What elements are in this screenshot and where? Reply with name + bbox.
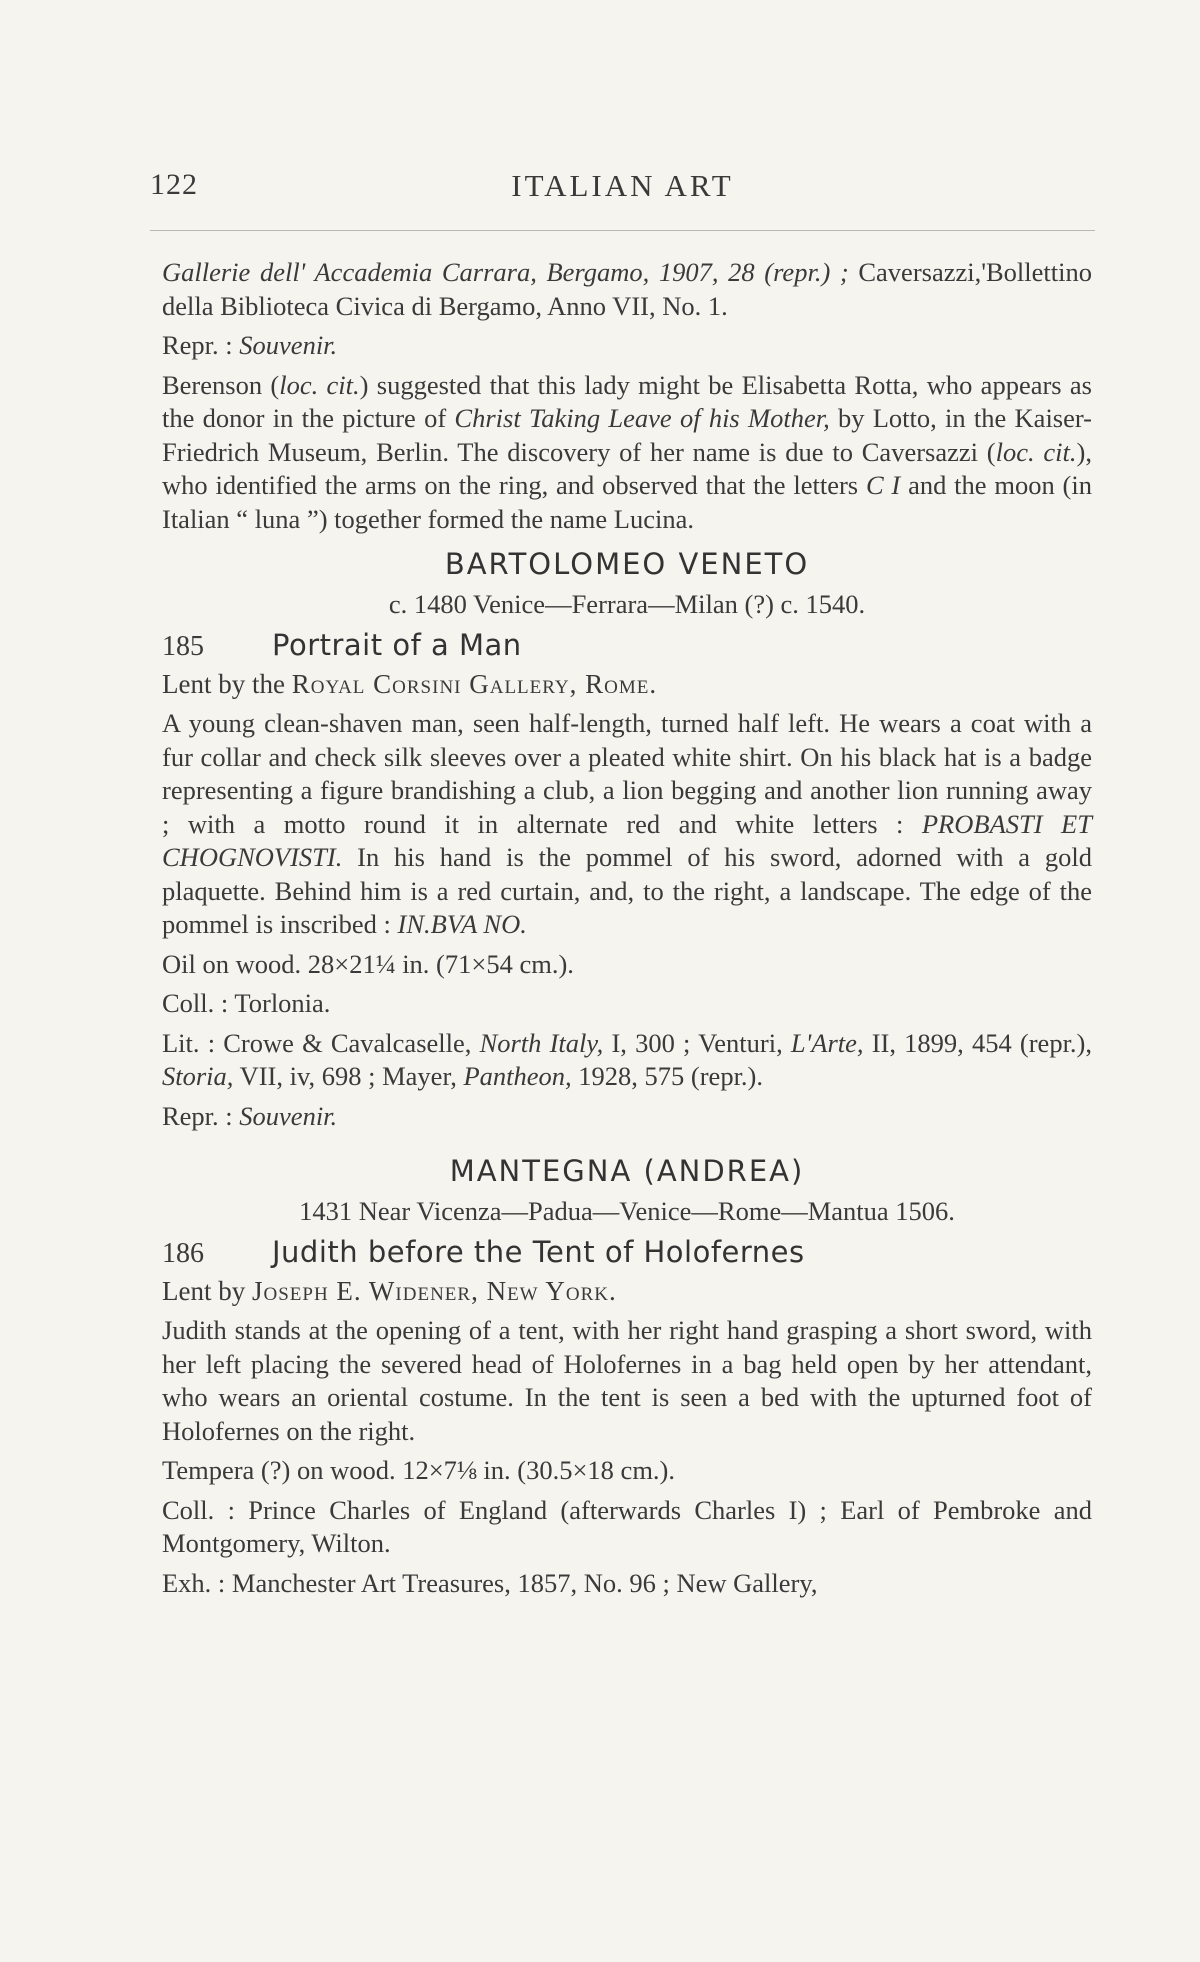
continuation-lit-line2: Caversazzi,'Bollettino della Biblioteca Civica di Bergamo, Anno VII, No. 1. [162,257,1093,321]
lit-title: North Italy, [479,1027,604,1058]
entry-exhibition: Exh. : Manchester Art Treasures, 1857, No. 96 ; New Gallery, [162,1567,818,1598]
note-text: Berenson ( [162,369,280,400]
lit-title: Pantheon, [463,1061,572,1091]
pommel-inscription: IN.BVA NO. [397,909,527,939]
continuation-literature [162,256,1092,323]
entry-number: 186 [162,1238,204,1269]
lit-text: II, 1899, 454 (repr.), [863,1027,1093,1058]
lender-name: Joseph E. Widener, New York. [251,1275,617,1306]
description-text: A young clean-shaven man, seen half-length, turned half left. He wears a coat with a fur collar and check silk sleeves over a pleated white shirt. On his black hat is a badge representing a figure brandishing a club, a lion begging and another lion running away ; with a motto round it in alternate red and white letters : [162,708,1092,839]
lender-line [162,1275,1092,1309]
entry-repr [162,1100,1092,1134]
artist-dates: c. 1480 Venice—Ferrara—Milan (?) c. 1540. [388,588,866,619]
note-citation: loc. cit. [995,436,1077,467]
entry-heading [162,1236,1092,1271]
artist-dates: 1431 Near Vicenza—Padua—Venice—Rome—Mantua 1506. [299,1195,955,1226]
page-body [162,256,1092,1606]
entry-title: Judith before the Tent of Holofernes [272,1235,805,1269]
entry-description [162,707,1092,942]
note-text: and the moon (in Italian “ luna ”) together formed the name Lucina. [162,470,1092,534]
note-text: ), who identified the arms on the ring, and observed that the letters [162,436,1092,500]
lit-text: 1928, 575 (repr.). [571,1061,764,1091]
header-rule [150,230,1095,231]
artist-heading: BARTOLOMEO VENETO [444,547,810,581]
lit-text: Lit. : Crowe & Cavalcaselle, [162,1027,480,1058]
page-number: 122 [150,168,198,201]
repr-value: Souvenir. [239,1100,338,1131]
description-text: In his hand is the pommel of his sword, adorned with a gold plaquette. Behind him is a red curtain, and, to the right, a landscape. The edge of the pommel is inscribed : [162,842,1092,939]
note-work-title: Christ Taking Leave of his Mother, [454,403,830,433]
entry-medium: Tempera (?) on wood. 12×7⅛ in. (30.5×18 cm.). [162,1455,676,1485]
note-text: by Lotto, in the Kaiser-Friedrich Museum, Berlin. The discovery of her name is due to Caversazzi ( [162,403,1092,467]
entry-title: Portrait of a Man [272,628,522,662]
lit-title: Storia, [162,1061,234,1091]
continuation-lit-line1: Gallerie dell' Accademia Carrara, Bergamo, 1907, 28 (repr.) ; [162,257,849,287]
repr-label: Repr. : [162,1100,233,1131]
artist-heading: MANTEGNA (ANDREA) [449,1154,805,1188]
repr-label: Repr. : [162,330,233,360]
entry-medium: Oil on wood. 28×21¼ in. (71×54 cm.). [162,948,574,979]
entry-literature [162,1027,1092,1094]
lit-text: I, 300 ; Venturi, [603,1027,791,1058]
note-text: ) suggested that this lady might be Elisabetta Rotta, who appears as the donor in the picture of [162,369,1092,433]
motto-inscription: PROBASTI ET CHOGNOVISTI. [162,808,1092,872]
entry-heading [162,629,1092,664]
lit-title: L'Arte, [790,1027,864,1058]
continuation-repr [162,329,1092,363]
page-header [150,168,1095,218]
lent-by-label: Lent by the [162,668,285,699]
note-letters: C I [865,470,901,500]
lender-line [162,668,1092,702]
repr-value: Souvenir. [239,330,338,360]
entry-collection: Coll. : Torlonia. [162,988,331,1018]
entry-number: 185 [162,631,204,662]
note-citation: loc. cit. [279,369,360,400]
entry-collection: Coll. : Prince Charles of England (afterwards Charles I) ; Earl of Pembroke and Montgomery, Wilton. [162,1494,1092,1558]
running-title: ITALIAN ART [511,168,734,203]
continuation-note [162,369,1092,537]
lender-name: Royal Corsini Gallery, Rome. [291,668,658,699]
lent-by-label: Lent by [162,1275,246,1306]
lit-text: VII, iv, 698 ; Mayer, [233,1061,464,1091]
entry-description: Judith stands at the opening of a tent, with her right hand grasping a short sword, with her left placing the severed head of Holofernes in a bag held open by her attendant, who wears an oriental costume. In the tent is seen a bed with the upturned foot of Holofernes on the right. [162,1315,1092,1446]
